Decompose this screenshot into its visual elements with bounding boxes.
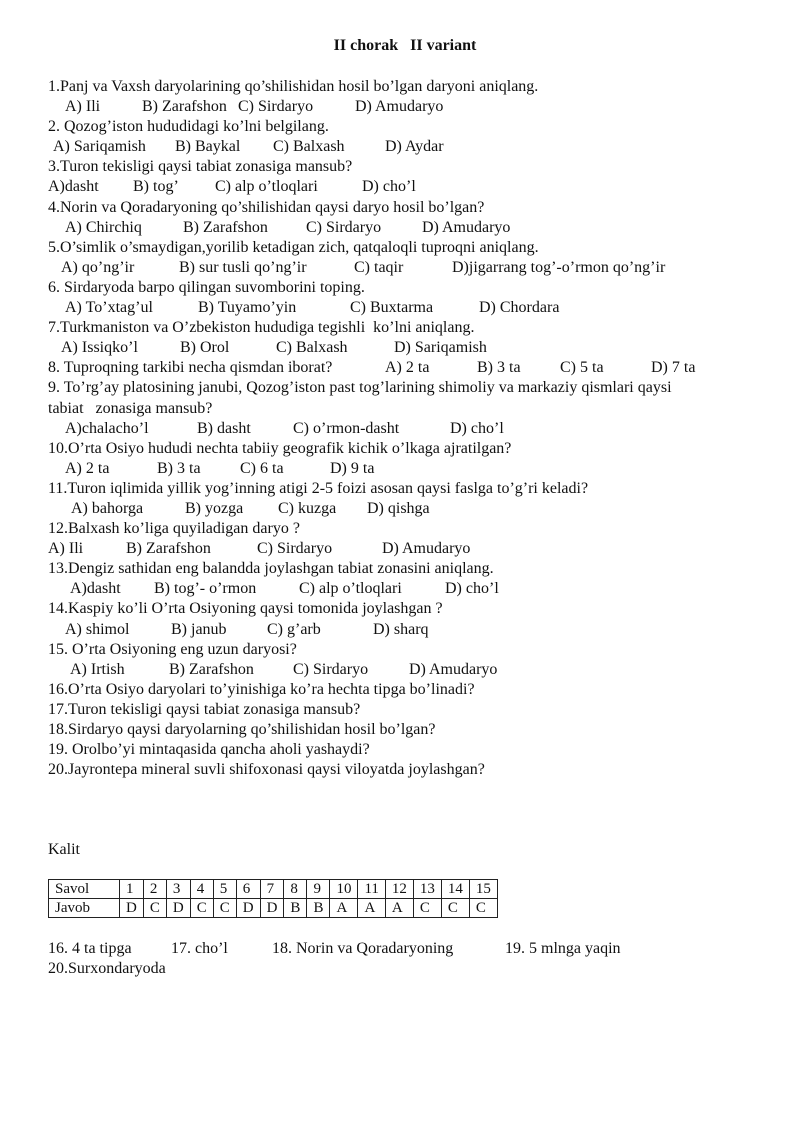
- answer-option[interactable]: A) qo’ng’ir: [61, 258, 135, 276]
- question-text: 16.O’rta Osiyo daryolari to’yinishiga ko’ra hechta tipga bo’linadi?: [48, 680, 475, 698]
- key-answer-letter: D: [236, 899, 260, 918]
- key-question-number: 10: [330, 880, 358, 899]
- options-row: [48, 298, 748, 318]
- answer-option[interactable]: A) To’xtag’ul: [65, 299, 153, 317]
- question-text: 7.Turkmaniston va O’zbekiston hududiga tegishli ko’lni aniqlang.: [48, 319, 475, 337]
- answer-option[interactable]: D) Chordara: [479, 299, 560, 317]
- answer-option[interactable]: B) Tuyamo’yin: [198, 299, 297, 317]
- options-row: [48, 419, 748, 439]
- question-text: 3.Turon tekisligi qaysi tabiat zonasiga mansub?: [48, 158, 353, 176]
- answer-option[interactable]: B) 3 ta: [477, 359, 521, 377]
- answer-option[interactable]: D) 7 ta: [651, 359, 696, 377]
- key-answer-letter: C: [190, 899, 213, 918]
- open-answer: 16. 4 ta tipga: [48, 940, 132, 957]
- answer-option[interactable]: D) Sariqamish: [394, 339, 487, 357]
- options-row: [48, 499, 748, 519]
- answer-option[interactable]: D) Aydar: [385, 138, 444, 156]
- options-row: [48, 459, 748, 479]
- answer-option[interactable]: C) kuzga: [278, 499, 337, 517]
- answer-option[interactable]: D) cho’l: [362, 178, 416, 196]
- key-answer-letter: B: [307, 899, 330, 918]
- answer-key-row-questions: [49, 880, 498, 899]
- answer-option[interactable]: A) shimol: [65, 620, 130, 638]
- question-text: 18.Sirdaryo qaysi daryolarning qo’shilishidan hosil bo’lgan?: [48, 721, 436, 738]
- question-text: 17.Turon tekisligi qaysi tabiat zonasiga mansub?: [48, 700, 361, 718]
- options-row: [48, 137, 748, 157]
- options-row: [48, 338, 748, 358]
- answer-option[interactable]: B) sur tusli qo’ng’ir: [179, 258, 307, 276]
- question-text: 5.O’simlik o’smaydigan,yorilib ketadigan zich, qatqaloqli tuproqni aniqlang.: [48, 238, 539, 256]
- answer-key-label: Kalit: [48, 841, 80, 858]
- options-row: [48, 579, 748, 599]
- answer-option[interactable]: D) 9 ta: [330, 459, 375, 477]
- question-text: 19. Orolbo’yi mintaqasida qancha aholi yashaydi?: [48, 741, 370, 759]
- question-text: tabiat zonasiga mansub?: [48, 399, 213, 417]
- open-answer-20: 20.Surxondaryoda: [48, 960, 166, 978]
- answer-option[interactable]: B) Zarafshon: [183, 218, 268, 236]
- question-text: 15. O’rta Osiyoning eng uzun daryosi?: [48, 640, 297, 658]
- answer-option[interactable]: C) Balxash: [273, 138, 345, 156]
- key-answer-letter: A: [385, 899, 413, 918]
- key-question-number: 9: [307, 880, 330, 899]
- answer-option[interactable]: B) janub: [171, 620, 227, 638]
- key-answer-letter: D: [166, 899, 190, 918]
- answer-option[interactable]: C) alp o’tloqlari: [299, 580, 402, 598]
- open-answer: 19. 5 mlnga yaqin: [505, 940, 621, 957]
- answer-option[interactable]: C) alp o’tloqlari: [215, 178, 318, 196]
- open-answers-line-1: [48, 939, 621, 959]
- key-answer-letter: D: [260, 899, 284, 918]
- options-row: [48, 258, 748, 278]
- answer-option[interactable]: A)dasht: [70, 580, 121, 598]
- options-row: [48, 358, 748, 378]
- answer-option[interactable]: A) Sariqamish: [53, 138, 146, 156]
- answer-option[interactable]: A) Ili: [65, 98, 101, 116]
- answer-option[interactable]: D) Amudaryo: [382, 540, 471, 558]
- answer-option[interactable]: A) Irtish: [70, 660, 125, 678]
- key-question-number: 3: [166, 880, 190, 899]
- question-list: [48, 77, 748, 780]
- answer-option[interactable]: A) Chirchiq: [65, 218, 142, 236]
- answer-option[interactable]: B) tog’- o’rmon: [154, 580, 257, 598]
- key-question-number: 15: [469, 880, 497, 899]
- answer-key-row-answers: [49, 899, 498, 918]
- options-row: [48, 218, 748, 238]
- answer-option[interactable]: C) taqir: [354, 258, 404, 276]
- answer-option[interactable]: A) bahorga: [71, 499, 144, 517]
- answer-option[interactable]: C) Sirdaryo: [293, 660, 369, 678]
- key-answer-letter: B: [284, 899, 307, 918]
- key-answer-letter: A: [358, 899, 385, 918]
- question-text: 1.Panj va Vaxsh daryolarining qo’shilishidan hosil bo’lgan daryoni aniqlang.: [48, 78, 539, 95]
- open-answer: 17. cho’l: [171, 940, 228, 957]
- answer-option[interactable]: A) Ili: [48, 540, 84, 558]
- answer-option[interactable]: C) g’arb: [267, 620, 321, 638]
- answer-option[interactable]: B) Zarafshon: [126, 540, 211, 558]
- page-title: II chorak II variant: [333, 37, 477, 54]
- answer-option[interactable]: C) Sirdaryo: [238, 98, 314, 116]
- answer-option[interactable]: A) Issiqko’l: [61, 339, 138, 357]
- options-row: [48, 539, 748, 559]
- answer-option[interactable]: D) cho’l: [445, 580, 499, 598]
- answer-option[interactable]: B) 3 ta: [157, 459, 201, 477]
- answer-option[interactable]: A) 2 ta: [65, 459, 110, 477]
- key-answer-letter: C: [213, 899, 236, 918]
- question-text: 14.Kaspiy ko’li O’rta Osiyoning qaysi tomonida joylashgan ?: [48, 600, 443, 618]
- key-answer-letter: C: [413, 899, 441, 918]
- answer-option[interactable]: A) 2 ta: [385, 359, 430, 377]
- answer-option[interactable]: C) Sirdaryo: [257, 540, 333, 558]
- options-row: [48, 97, 748, 117]
- answer-option[interactable]: B) Zarafshon: [169, 660, 254, 678]
- key-question-number: 8: [284, 880, 307, 899]
- answer-option[interactable]: C) 6 ta: [240, 459, 284, 477]
- options-row: [48, 620, 748, 640]
- answer-option[interactable]: A)chalacho’l: [65, 419, 149, 437]
- answer-option[interactable]: C) Balxash: [276, 339, 348, 357]
- answer-option[interactable]: D)jigarrang tog’-o’rmon qo’ng’ir: [452, 258, 666, 276]
- key-question-number: 1: [120, 880, 144, 899]
- question-text: 2. Qozog’iston hududidagi ko’lni belgilang.: [48, 118, 329, 136]
- key-question-number: 6: [236, 880, 260, 899]
- key-question-number: 5: [213, 880, 236, 899]
- answer-option[interactable]: B) yozga: [185, 499, 244, 517]
- answer-option[interactable]: D) qishga: [367, 499, 430, 517]
- key-question-number: 7: [260, 880, 284, 899]
- key-question-number: 13: [413, 880, 441, 899]
- answer-option[interactable]: B) Baykal: [175, 138, 241, 156]
- key-question-number: 4: [190, 880, 213, 899]
- options-row: [48, 660, 748, 680]
- answer-option[interactable]: D) sharq: [373, 620, 429, 638]
- open-answer: 18. Norin va Qoradaryoning: [272, 940, 454, 957]
- key-answer-letter: C: [469, 899, 497, 918]
- answer-key-table: [48, 879, 498, 918]
- answer-option[interactable]: B) Zarafshon: [142, 98, 227, 116]
- row-label-savol: Savol: [49, 880, 120, 899]
- question-text: 6. Sirdaryoda barpo qilingan suvomborini toping.: [48, 278, 365, 296]
- answer-option[interactable]: B) tog’: [133, 178, 179, 196]
- options-row: [48, 177, 748, 197]
- question-text: 10.O’rta Osiyo hududi nechta tabiiy geografik kichik o’lkaga ajratilgan?: [48, 439, 512, 457]
- answer-option[interactable]: C) o’rmon-dasht: [293, 419, 400, 437]
- row-label-javob: Javob: [49, 899, 120, 918]
- answer-option[interactable]: B) dasht: [197, 419, 251, 437]
- key-question-number: 14: [441, 880, 469, 899]
- open-answers: [48, 939, 621, 979]
- answer-option[interactable]: D) cho’l: [450, 419, 504, 437]
- answer-option[interactable]: C) Buxtarma: [350, 299, 434, 317]
- key-answer-letter: A: [330, 899, 358, 918]
- question-text: 4.Norin va Qoradaryoning qo’shilishidan qaysi daryo hosil bo’lgan?: [48, 198, 485, 216]
- answer-option[interactable]: 8. Tuproqning tarkibi necha qismdan iborat?: [48, 359, 333, 377]
- question-text: 13.Dengiz sathidan eng balandda joylashgan tabiat zonasini aniqlang.: [48, 560, 494, 578]
- answer-option[interactable]: D) Amudaryo: [355, 98, 444, 116]
- answer-option[interactable]: D) Amudaryo: [422, 218, 511, 236]
- answer-option[interactable]: C) 5 ta: [560, 359, 604, 377]
- question-text: 11.Turon iqlimida yillik yog’inning atigi 2-5 foizi asosan qaysi faslga to’g’ri keladi?: [48, 479, 589, 497]
- key-question-number: 2: [143, 880, 166, 899]
- key-question-number: 11: [358, 880, 385, 899]
- answer-option[interactable]: A)dasht: [48, 178, 99, 196]
- key-answer-letter: C: [143, 899, 166, 918]
- answer-option[interactable]: C) Sirdaryo: [306, 218, 382, 236]
- question-text: 20.Jayrontepa mineral suvli shifoxonasi qaysi viloyatda joylashgan?: [48, 761, 485, 779]
- key-answer-letter: D: [120, 899, 144, 918]
- answer-option[interactable]: B) Orol: [180, 339, 230, 357]
- answer-option[interactable]: D) Amudaryo: [409, 660, 498, 678]
- key-question-number: 12: [385, 880, 413, 899]
- key-answer-letter: C: [441, 899, 469, 918]
- question-text: 12.Balxash ko’liga quyiladigan daryo ?: [48, 520, 300, 538]
- question-text: 9. To’rg’ay platosining janubi, Qozog’iston past tog’larining shimoliy va markaziy qismlari qaysi: [48, 379, 672, 397]
